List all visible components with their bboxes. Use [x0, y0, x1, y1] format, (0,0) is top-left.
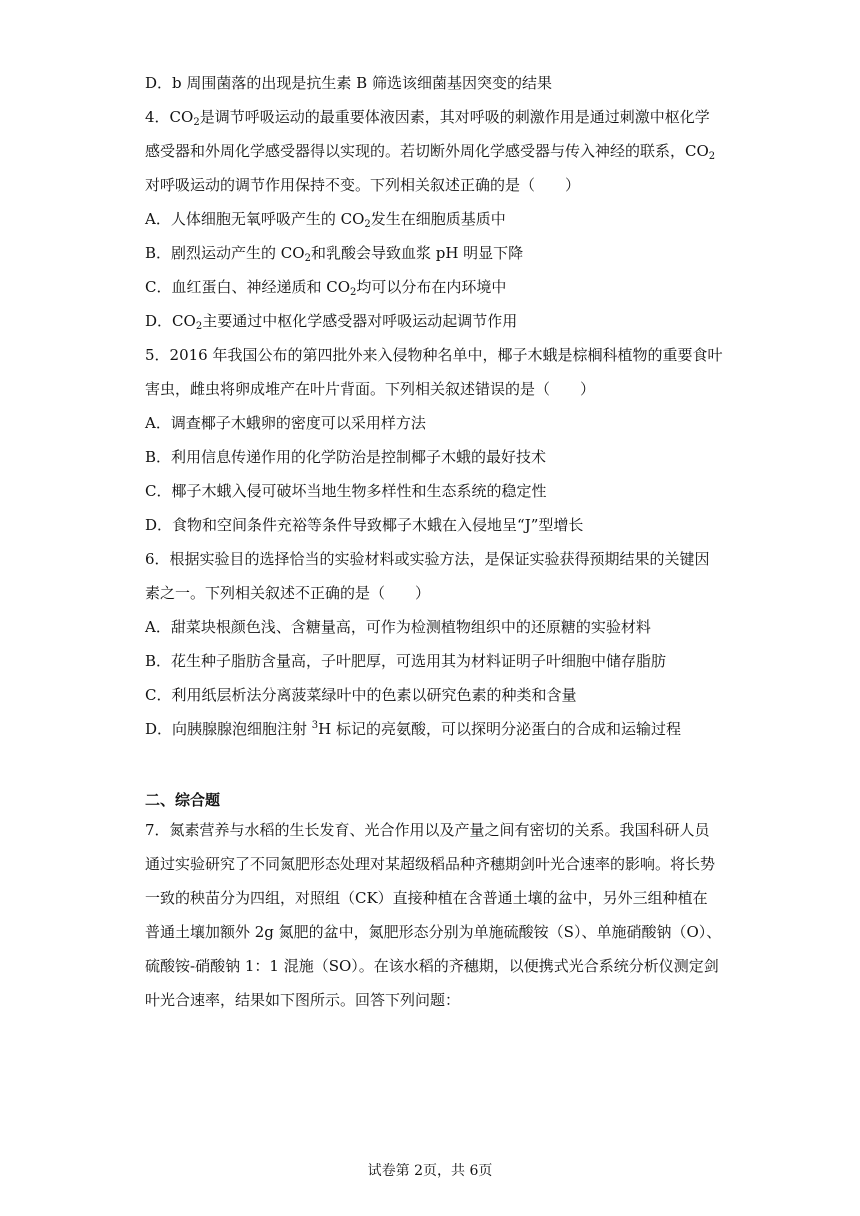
q4-option-a: A．人体细胞无氧呼吸产生的 $CO_2$发生在细胞质基质中 — [145, 210, 506, 230]
q7-paragraph-line-5: 硫酸铵-硝酸钠 1：1 混施（SO）。在该水稻的齐穗期，以便携式光合系统分析仪测定剑 — [145, 957, 719, 975]
q4-option-d: D．$CO_2$主要通过中枢化学感受器对呼吸运动起调节作用 — [145, 312, 518, 332]
q5-option-d: D．食物和空间条件充裕等条件导致椰子木蛾在入侵地呈“J”型增长 — [145, 516, 584, 534]
q5-option-b: B．利用信息传递作用的化学防治是控制椰子木蛾的最好技术 — [145, 448, 547, 466]
q5-stem-line-2: 害虫，雌虫将卵成堆产在叶片背面。下列相关叙述错误的是（ ） — [145, 380, 596, 398]
q6-stem-line-1: 6．根据实验目的选择恰当的实验材料或实验方法，是保证实验获得预期结果的关键因 — [145, 550, 710, 568]
q5-option-a: A．调查椰子木蛾卵的密度可以采用样方法 — [145, 414, 426, 432]
q7-paragraph-line-3: 一致的秧苗分为四组，对照组（CK）直接种植在含普通土壤的盆中，另外三组种植在 — [145, 889, 708, 907]
q5-option-c: C．椰子木蛾入侵可破坏当地生物多样性和生态系统的稳定性 — [145, 482, 547, 500]
q5-stem-line-1: 5．2016 年我国公布的第四批外来入侵物种名单中，椰子木蛾是棕榈科植物的重要食叶 — [145, 346, 723, 364]
q6-option-d: D．向胰腺腺泡细胞注射 $^3$H 标记的亮氨酸，可以探明分泌蛋白的合成和运输过程 — [145, 720, 682, 738]
q7-paragraph-line-6: 叶光合速率，结果如下图所示。回答下列问题： — [145, 991, 461, 1009]
q4-stem-line-1: 4．$CO_2$是调节呼吸运动的最重要体液因素，其对呼吸的刺激作用是通过刺激中枢化学 — [145, 108, 710, 128]
q4-option-b: B．剧烈运动产生的 $CO_2$和乳酸会导致血浆 pH 明显下降 — [145, 244, 524, 264]
q6-stem-line-2: 素之一。下列相关叙述不正确的是（ ） — [145, 584, 431, 602]
q6-option-c: C．利用纸层析法分离菠菜绿叶中的色素以研究色素的种类和含量 — [145, 686, 577, 704]
q7-paragraph-line-2: 通过实验研究了不同氮肥形态处理对某超级稻品种齐穗期剑叶光合速率的影响。将长势 — [145, 855, 716, 873]
q4-stem-line-2: 感受器和外周化学感受器得以实现的。若切断外周化学感受器与传入神经的联系，$CO_2$ — [145, 142, 716, 162]
q4-stem-line-3: 对呼吸运动的调节作用保持不变。下列相关叙述正确的是（ ） — [145, 176, 581, 194]
q7-paragraph-line-1: 7．氮素营养与水稻的生长发育、光合作用以及产量之间有密切的关系。我国科研人员 — [145, 821, 710, 839]
q3-option-d: D．b 周围菌落的出现是抗生素 B 筛选该细菌基因突变的结果 — [145, 74, 552, 92]
section-heading-comprehensive: 二、综合题 — [145, 791, 221, 809]
page-footer: 试卷第 2页，共 6页 — [367, 1163, 493, 1179]
q6-option-a: A．甜菜块根颜色浅、含糖量高，可作为检测植物组织中的还原糖的实验材料 — [145, 618, 651, 636]
q7-paragraph-line-4: 普通土壤加额外 2g 氮肥的盆中，氮肥形态分别为单施硫酸铵（S）、单施硝酸钠（O）、 — [145, 923, 722, 941]
q4-option-c: C．血红蛋白、神经递质和 $CO_2$均可以分布在内环境中 — [145, 278, 507, 298]
q6-option-b: B．花生种子脂肪含量高，子叶肥厚，可选用其为材料证明子叶细胞中储存脂肪 — [145, 652, 667, 670]
